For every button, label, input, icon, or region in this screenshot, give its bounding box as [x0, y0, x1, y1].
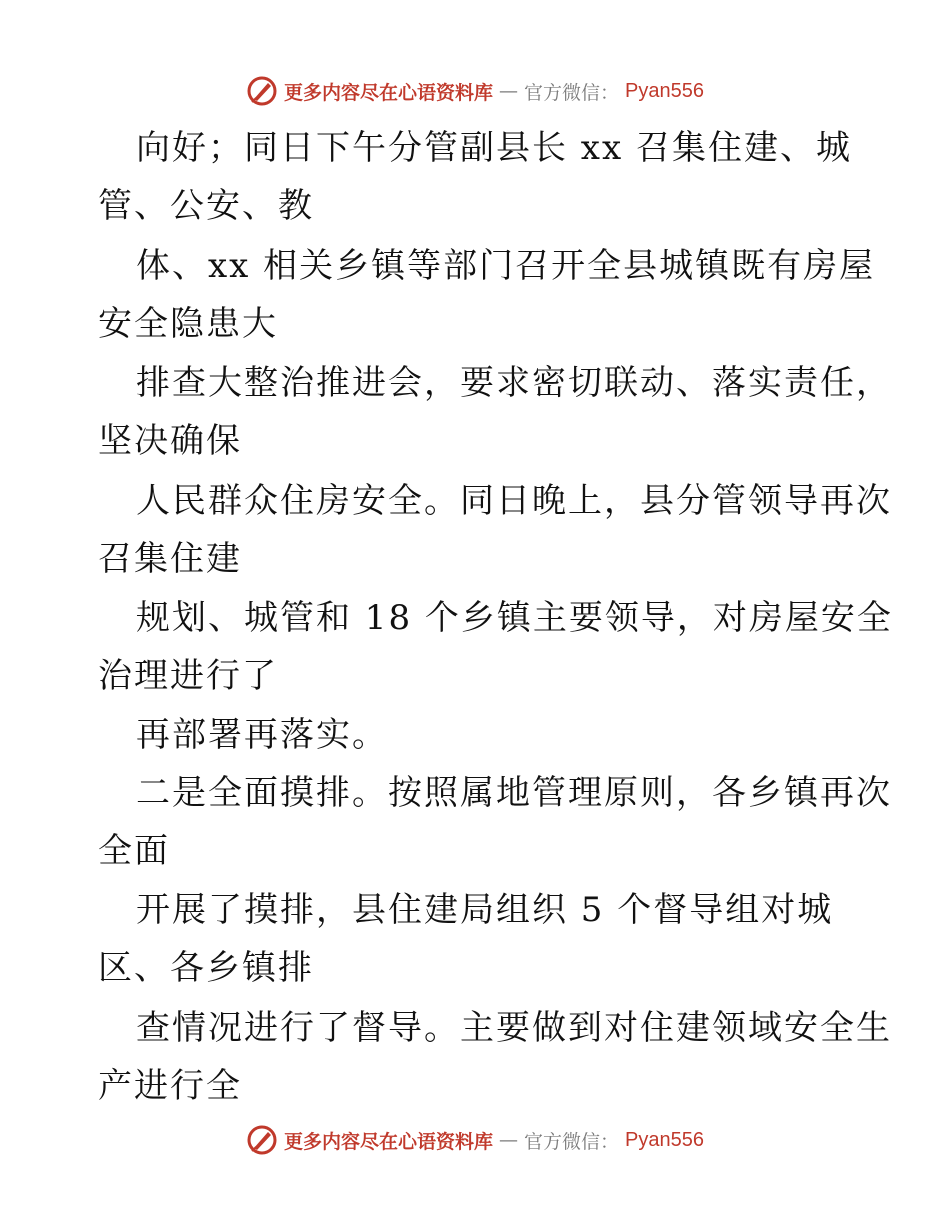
banner-main-text: 更多内容尽在心语资料库 [284, 1130, 494, 1153]
header-banner [0, 71, 950, 111]
quill-logo-icon [246, 1124, 278, 1156]
banner-official-text: 官方微信： [524, 1130, 620, 1153]
banner-dash: — [499, 1129, 519, 1151]
text-line: 体、xx 相关乡镇等部门召开全县城镇既有房屋 [136, 246, 876, 286]
text-line: 规划、城管和 18 个乡镇主要领导，对房屋安全 [136, 598, 893, 638]
text-line: 召集住建 [98, 539, 242, 579]
footer-banner [0, 1120, 950, 1160]
text-line: 治理进行了 [98, 656, 278, 696]
banner-handle: Pyan556 [625, 1128, 704, 1151]
text-line: 区、各乡镇排 [98, 948, 314, 988]
banner-dash: — [499, 80, 519, 102]
text-line: 人民群众住房安全。同日晚上，县分管领导再次 [136, 481, 892, 521]
text-line: 全面 [98, 831, 170, 871]
text-line: 排查大整治推进会，要求密切联动、落实责任， [136, 363, 892, 403]
banner-handle: Pyan556 [625, 79, 704, 102]
text-line: 再部署再落实。 [136, 715, 388, 755]
text-line: 向好；同日下午分管副县长 xx 召集住建、城 [136, 128, 852, 168]
text-line: 二是全面摸排。按照属地管理原则，各乡镇再次 [136, 773, 892, 813]
text-line: 开展了摸排，县住建局组织 5 个督导组对城 [136, 890, 834, 930]
banner-content [246, 75, 704, 107]
banner-content [246, 1124, 704, 1156]
text-line: 安全隐患大 [98, 304, 278, 344]
text-line: 产进行全 [98, 1066, 242, 1106]
text-line: 坚决确保 [98, 421, 242, 461]
banner-official-text: 官方微信： [524, 81, 620, 104]
text-line: 查情况进行了督导。主要做到对住建领域安全生 [136, 1008, 892, 1048]
banner-main-text: 更多内容尽在心语资料库 [284, 81, 494, 104]
text-line: 管、公安、教 [98, 186, 314, 226]
quill-logo-icon [246, 75, 278, 107]
